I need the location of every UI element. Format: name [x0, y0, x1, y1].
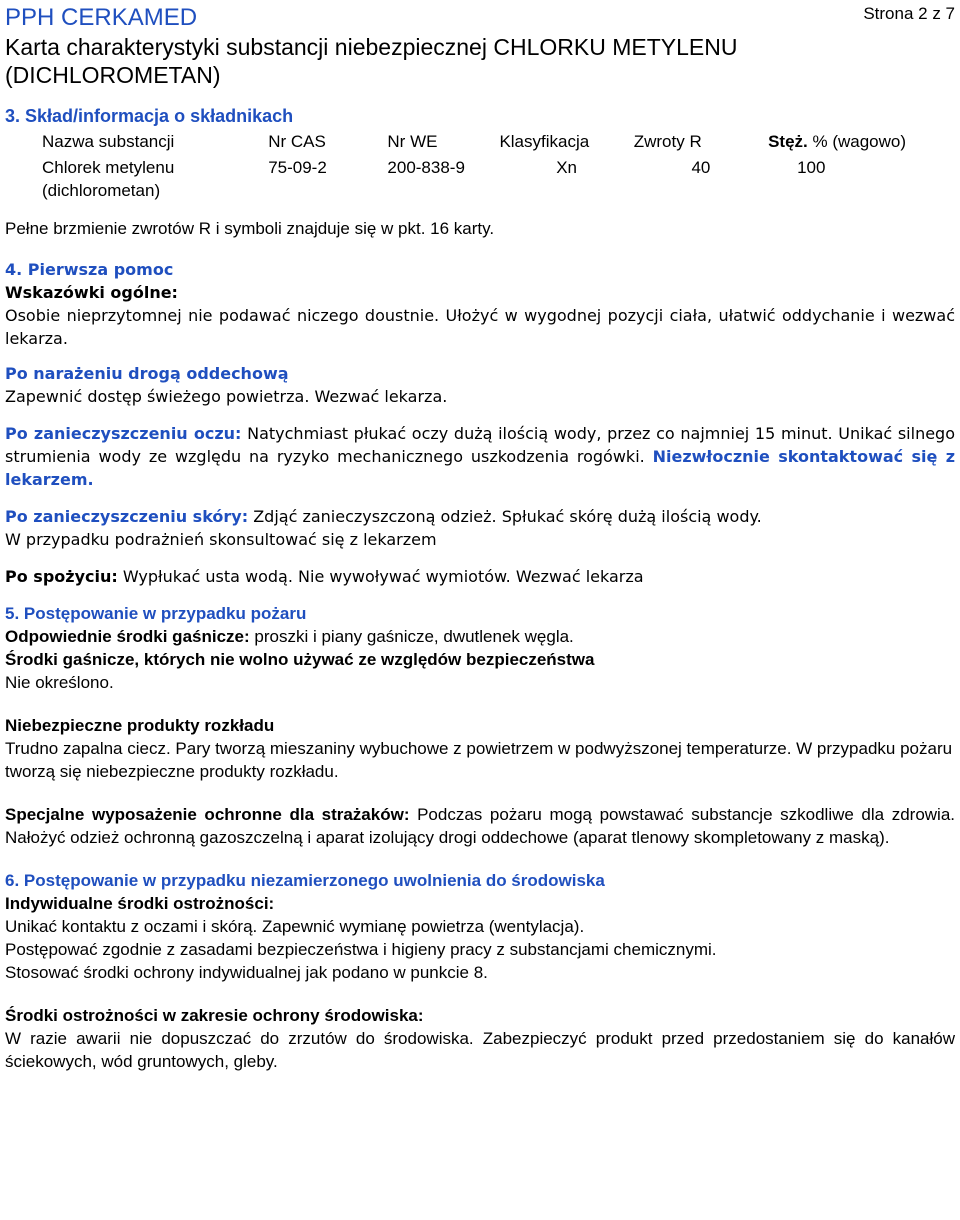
cell-zwroty: 40 [691, 158, 711, 177]
section-6 [5, 869, 955, 1073]
eye-contact-label: Po zanieczyszczeniu oczu: [5, 424, 242, 443]
section-5 [5, 602, 955, 849]
cell-cas: 75-09-2 [268, 158, 327, 177]
ingestion-label: Po spożyciu: [5, 567, 118, 586]
cell-name-line-2: (dichlorometan) [42, 181, 161, 200]
skin-contact-text-2: W przypadku podrażnień skonsultować się z lekarzem [5, 530, 437, 549]
unsuitable-media-text: Nie określono. [5, 673, 114, 692]
personal-precautions-line-1: Unikać kontaktu z oczami i skórą. Zapewnić wymianę powietrza (wentylacja). [5, 917, 585, 936]
col-header-name: Nazwa substancji [42, 132, 175, 151]
firefighter-equipment-paragraph [5, 803, 955, 849]
inhalation-label: Po narażeniu drogą oddechową [5, 364, 289, 383]
unsuitable-media-label: Środki gaśnicze, których nie wolno używać ze względów bezpieczeństwa [5, 650, 595, 669]
section-3-note: Pełne brzmienie zwrotów R i symboli znajduje się w pkt. 16 karty. [5, 219, 495, 238]
col-header-we: Nr WE [387, 132, 438, 151]
col-header-zwroty: Zwroty R [633, 132, 702, 151]
extinguishing-media-paragraph [5, 625, 955, 648]
eye-contact-paragraph [5, 422, 955, 491]
cell-name [5, 156, 268, 202]
extinguishing-media-label: Odpowiednie środki gaśnicze: [5, 627, 250, 646]
col-header-stez-rest: % (wagowo) [807, 132, 907, 151]
col-header-stez-bold: Stęż. [768, 132, 808, 151]
hazardous-products-label: Niebezpieczne produkty rozkładu [5, 716, 275, 735]
skin-contact-text: Zdjąć zanieczyszczoną odzież. Spłukać skórę dużą ilością wody. [248, 507, 762, 526]
substance-table [5, 130, 960, 202]
document-title [5, 33, 955, 89]
eye-contact-text: Natychmiast płukać oczy dużą ilością wody, przez co najmniej 15 minut. Unikać silnego strumienia wody ze względu na ryzyko mechanicznego uszkodzenia rogówki. [5, 424, 956, 466]
extinguishing-media-text: proszki i piany gaśnicze, dwutlenek węgla. [249, 627, 574, 646]
cell-we: 200-838-9 [387, 158, 465, 177]
section-4 [5, 258, 955, 588]
personal-precautions-line-3: Stosować środki ochrony indywidualnej jak podano w punkcie 8. [5, 963, 488, 982]
section-4-heading: 4. Pierwsza pomoc [5, 260, 174, 279]
firefighter-equipment-label: Specjalne wyposażenie ochronne dla strażaków: [5, 805, 410, 824]
document-header [5, 0, 955, 89]
section-3-heading: 3. Skład/informacja o składnikach [5, 106, 294, 126]
section-5-heading: 5. Postępowanie w przypadku pożaru [5, 604, 307, 623]
cell-name-line-1: Chlorek metylenu [42, 158, 175, 177]
col-header-klasyfikacja: Klasyfikacja [499, 132, 590, 151]
document-page [5, 0, 955, 1073]
skin-contact-label: Po zanieczyszczeniu skóry: [5, 507, 249, 526]
table-header-row [5, 130, 960, 156]
general-advice-label: Wskazówki ogólne: [5, 283, 178, 302]
skin-contact-paragraph [5, 505, 955, 528]
cell-klasyfikacja: Xn [556, 158, 577, 177]
section-3 [5, 105, 955, 240]
col-header-cas: Nr CAS [268, 132, 326, 151]
table-row [5, 156, 960, 202]
document-title-line-2: (DICHLOROMETAN) [5, 62, 221, 88]
col-header-stez [768, 130, 960, 156]
page-number: Strona 2 z 7 [863, 4, 955, 23]
ingestion-paragraph [5, 565, 955, 588]
environmental-precautions-text: W razie awarii nie dopuszczać do zrzutów do środowiska. Zabezpieczyć produkt przed przedostaniem się do kanałów ściekowych, wód gruntowych, gleby. [5, 1029, 955, 1071]
document-title-line-1: Karta charakterystyki substancji niebezpiecznej CHLORKU METYLENU [5, 34, 738, 60]
inhalation-text: Zapewnić dostęp świeżego powietrza. Wezwać lekarza. [5, 387, 448, 406]
section-6-heading: 6. Postępowanie w przypadku niezamierzonego uwolnienia do środowiska [5, 871, 605, 890]
firefighter-equipment-text: Podczas pożaru mogą powstawać substancje szkodliwe dla zdrowia. Nałożyć odzież ochronną gazoszczelną i aparat izolujący drogi oddechowe (aparat tlenowy skompletowany z maską). [5, 805, 956, 847]
personal-precautions-line-2: Postępować zgodnie z zasadami bezpieczeństwa i higieny pracy z substancjami chemicznymi. [5, 940, 717, 959]
personal-precautions-label: Indywidualne środki ostrożności: [5, 894, 275, 913]
company-name: PPH CERKAMED [5, 4, 198, 31]
environmental-precautions-label: Środki ostrożności w zakresie ochrony środowiska: [5, 1006, 424, 1025]
ingestion-text: Wypłukać usta wodą. Nie wywoływać wymiotów. Wezwać lekarza [117, 567, 644, 586]
cell-stez: 100 [797, 158, 826, 177]
hazardous-products-text: Trudno zapalna ciecz. Pary tworzą mieszaniny wybuchowe z powietrzem w podwyższonej temperaturze. W przypadku pożaru tworzą się niebezpieczne produkty rozkładu. [5, 739, 953, 781]
general-advice-text: Osobie nieprzytomnej nie podawać niczego doustnie. Ułożyć w wygodnej pozycji ciała, ułatwić oddychanie i wezwać lekarza. [5, 306, 955, 348]
eye-contact-bold: Niezwłocznie skontaktować się z lekarzem. [5, 447, 955, 489]
